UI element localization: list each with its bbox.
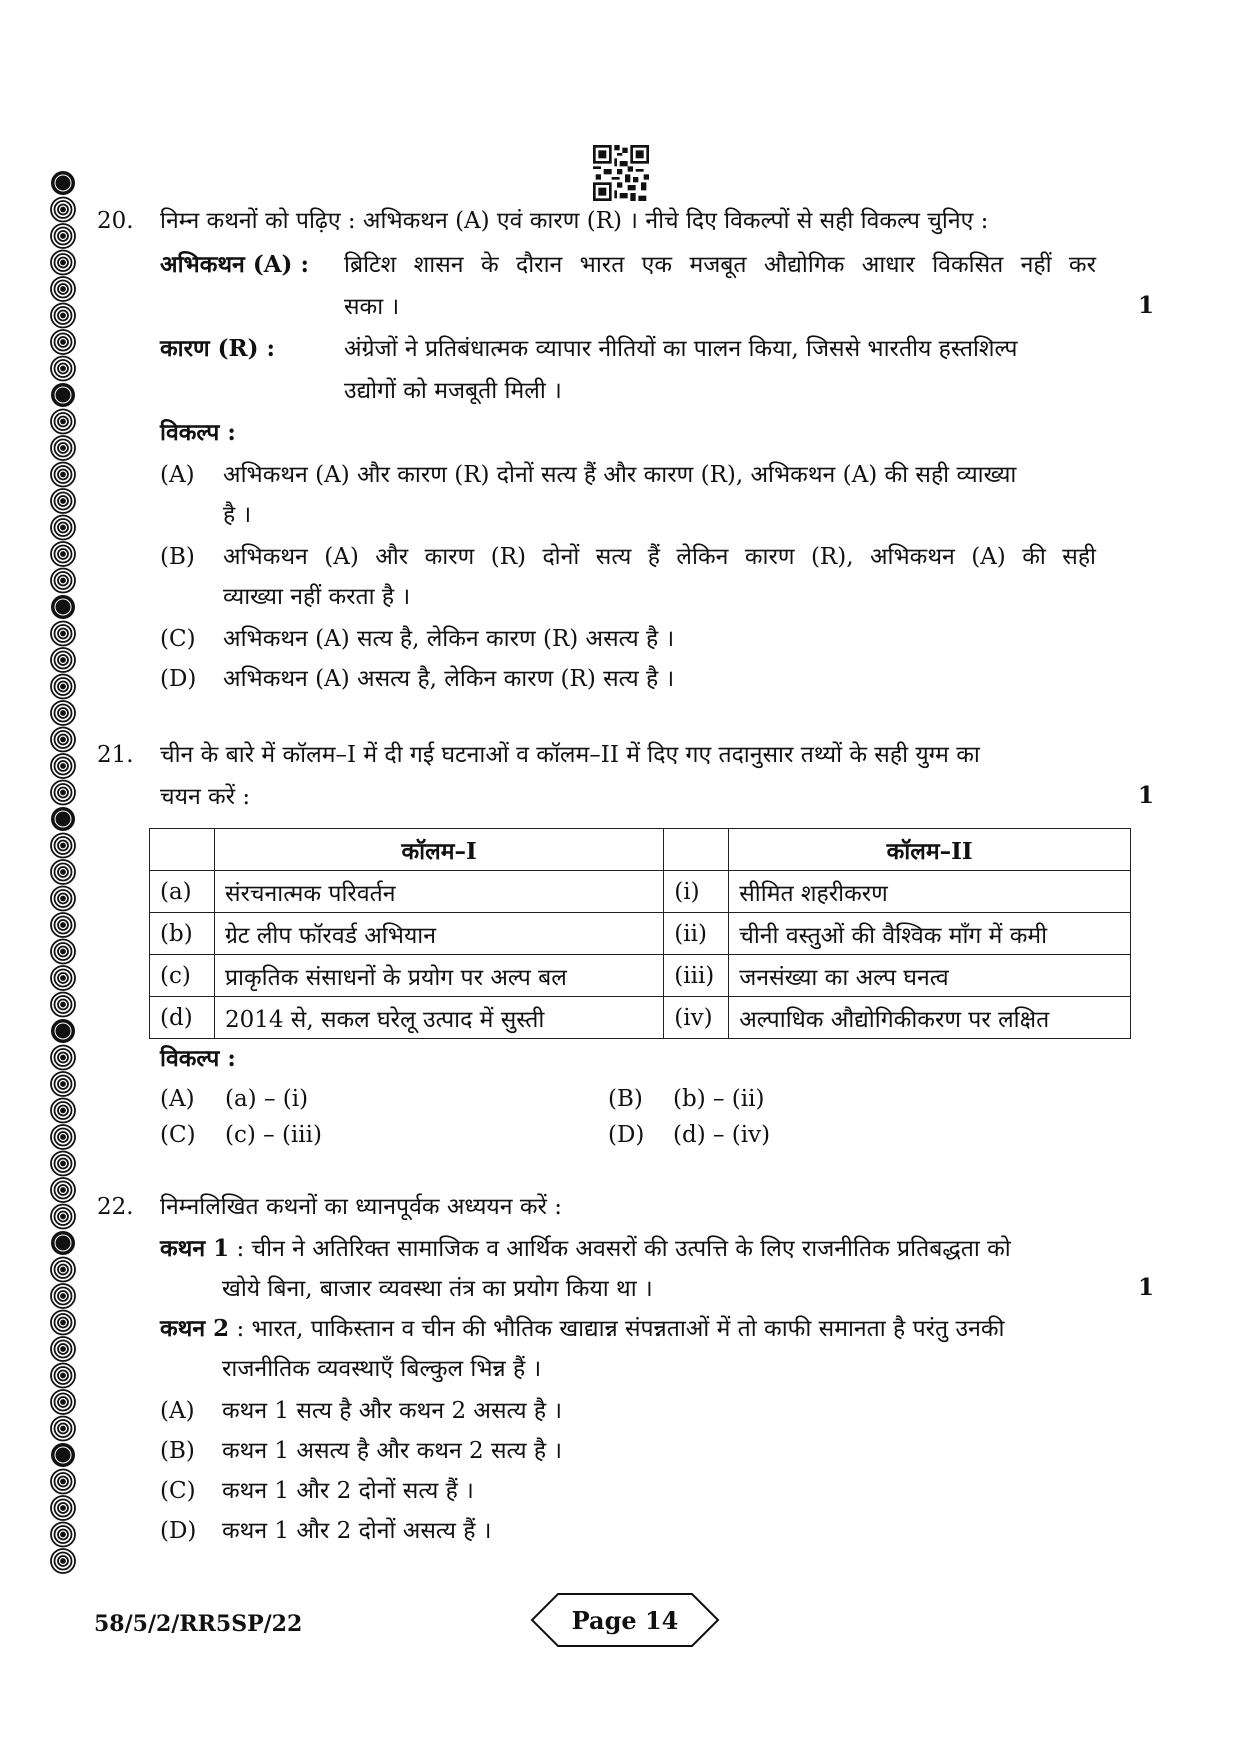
margin-ring	[51, 648, 75, 672]
row-fact: अल्पाधिक औद्योगिकीकरण पर लक्षित	[729, 997, 1131, 1039]
q22-statement-2-line1	[160, 1314, 1004, 1344]
row-fact: जनसंख्या का अल्प घनत्व	[729, 955, 1131, 997]
margin-dot-filled	[51, 1231, 75, 1255]
q20-option-b-line2: व्याख्या नहीं करता है ।	[223, 584, 411, 610]
margin-dot-filled	[51, 1019, 75, 1043]
margin-ring	[51, 1390, 75, 1414]
margin-ring	[51, 224, 75, 248]
q20-option-key: (C)	[160, 626, 196, 652]
q22-option-key: (C)	[160, 1478, 196, 1504]
q22-option-key: (A)	[160, 1398, 195, 1424]
row-event: संरचनात्मक परिवर्तन	[214, 871, 663, 913]
margin-ring	[51, 1496, 75, 1520]
margin-dot-filled	[51, 1443, 75, 1467]
row-key: (a)	[150, 871, 215, 913]
row-key: (c)	[150, 955, 215, 997]
q22-option-key: (B)	[160, 1438, 195, 1464]
row-event: 2014 से, सकल घरेलू उत्पाद में सुस्ती	[214, 997, 663, 1039]
q20-marks: 1	[1138, 292, 1155, 319]
q21-number: 21.	[97, 742, 134, 768]
margin-ring	[51, 357, 75, 381]
q22-statement-2-label: कथन 2	[160, 1315, 230, 1342]
table-row	[150, 955, 1131, 997]
q20-option-c: अभिकथन (A) सत्य है, लेकिन कारण (R) असत्य है ।	[223, 626, 675, 652]
row-key: (i)	[664, 871, 729, 913]
q22-marks: 1	[1138, 1274, 1155, 1301]
margin-ring	[51, 1523, 75, 1547]
q21-option-key: (D)	[608, 1122, 645, 1148]
table-header-row	[150, 829, 1131, 871]
margin-ring	[51, 1125, 75, 1149]
margin-ring	[51, 1311, 75, 1335]
margin-ring	[51, 1178, 75, 1202]
row-key: (ii)	[664, 913, 729, 955]
margin-ring	[51, 1099, 75, 1123]
row-fact: सीमित शहरीकरण	[729, 871, 1131, 913]
margin-ring	[51, 489, 75, 513]
q21-option-b: (b) – (ii)	[673, 1086, 765, 1112]
table-cell	[664, 829, 729, 871]
margin-ring	[51, 675, 75, 699]
q21-marks: 1	[1138, 782, 1155, 809]
q22-statement-2-line2: राजनीतिक व्यवस्थाएँ बिल्कुल भिन्न हैं ।	[222, 1356, 542, 1382]
q21-option-c: (c) – (iii)	[225, 1122, 322, 1148]
q20-prompt: निम्न कथनों को पढ़िए : अभिकथन (A) एवं कारण (R) । नीचे दिए विकल्पों से सही विकल्प चुनिए :	[160, 208, 989, 234]
q20-options-label: विकल्प :	[160, 419, 236, 446]
margin-ring	[51, 622, 75, 646]
row-key: (iv)	[664, 997, 729, 1039]
q20-assertion-line2: सका ।	[344, 294, 400, 320]
row-fact: चीनी वस्तुओं की वैश्विक माँग में कमी	[729, 913, 1131, 955]
margin-ring	[51, 887, 75, 911]
paper-code: 58/5/2/RR5SP/22	[94, 1611, 303, 1637]
margin-dot-filled	[51, 383, 75, 407]
row-event: ग्रेट लीप फॉरवर्ड अभियान	[214, 913, 663, 955]
q22-option-b: कथन 1 असत्य है और कथन 2 सत्य है ।	[222, 1438, 563, 1464]
q22-statement-1-label: कथन 1	[160, 1235, 230, 1262]
q21-option-key: (A)	[160, 1086, 195, 1112]
column-1-header: कॉलम–I	[214, 829, 663, 871]
row-event: प्राकृतिक संसाधनों के प्रयोग पर अल्प बल	[214, 955, 663, 997]
margin-ring	[51, 834, 75, 858]
qr-code	[593, 145, 649, 201]
margin-dot-filled	[51, 807, 75, 831]
table-row	[150, 871, 1131, 913]
q22-statement-1-line1	[160, 1234, 1011, 1264]
q20-number: 20.	[97, 208, 134, 234]
q21-match-table	[149, 828, 1131, 1039]
q20-option-a-line2: है ।	[223, 502, 252, 528]
q21-option-a: (a) – (i)	[225, 1086, 309, 1112]
margin-ring	[51, 1072, 75, 1096]
row-key: (iii)	[664, 955, 729, 997]
q20-reason-line1: अंग्रेजों ने प्रतिबंधात्मक व्यापार नीतियों का पालन किया, जिससे भारतीय हस्तशिल्प	[344, 336, 1018, 362]
margin-ring	[51, 1417, 75, 1441]
margin-ring	[51, 1284, 75, 1308]
margin-ring	[51, 1152, 75, 1176]
q22-statement-2-text: : भारत, पाकिस्तान व चीन की भौतिक खाद्यान्न संपन्नताओं में तो काफी समानता है परंतु उनकी	[229, 1316, 1005, 1342]
margin-ring	[51, 198, 75, 222]
margin-ring	[51, 1205, 75, 1229]
margin-ring	[51, 542, 75, 566]
q20-reason-line2: उद्योगों को मजबूती मिली ।	[344, 378, 562, 404]
q21-option-key: (C)	[160, 1122, 196, 1148]
margin-ring	[51, 1470, 75, 1494]
margin-ring	[51, 966, 75, 990]
table-row	[150, 997, 1131, 1039]
q22-option-c: कथन 1 और 2 दोनों सत्य हैं ।	[222, 1478, 474, 1504]
margin-ring	[51, 940, 75, 964]
q21-option-d: (d) – (iv)	[673, 1122, 771, 1148]
q20-option-key: (D)	[160, 666, 197, 692]
margin-ring	[51, 1364, 75, 1388]
q20-assertion-line1: ब्रिटिश शासन के दौरान भारत एक मजबूत औद्योगिक आधार विकसित नहीं कर	[344, 252, 1096, 278]
margin-ring	[51, 781, 75, 805]
margin-ring	[51, 436, 75, 460]
margin-dot-filled	[51, 595, 75, 619]
q22-option-a: कथन 1 सत्य है और कथन 2 असत्य है ।	[222, 1398, 563, 1424]
table-row	[150, 913, 1131, 955]
q20-assertion-label: अभिकथन (A) :	[160, 251, 309, 278]
q20-option-b-line1: अभिकथन (A) और कारण (R) दोनों सत्य हैं लेकिन कारण (R), अभिकथन (A) की सही	[223, 544, 1096, 570]
margin-ring	[51, 993, 75, 1017]
margin-ring	[51, 304, 75, 328]
q22-number: 22.	[97, 1194, 134, 1220]
page-number: Page 14	[571, 1606, 679, 1635]
margin-ring	[51, 728, 75, 752]
margin-ring	[51, 516, 75, 540]
margin-ring	[51, 754, 75, 778]
q20-option-key: (B)	[160, 544, 195, 570]
margin-ring	[51, 913, 75, 937]
q22-statement-1-line2: खोये बिना, बाजार व्यवस्था तंत्र का प्रयोग किया था ।	[222, 1276, 653, 1302]
margin-ring	[51, 569, 75, 593]
margin-ring	[51, 860, 75, 884]
table-cell	[150, 829, 215, 871]
margin-binding-marks	[46, 170, 80, 1590]
q22-option-key: (D)	[160, 1518, 197, 1544]
row-key: (b)	[150, 913, 215, 955]
q21-prompt-line2: चयन करें :	[160, 784, 251, 810]
q21-option-key: (B)	[608, 1086, 643, 1112]
column-2-header: कॉलम–II	[729, 829, 1131, 871]
q21-prompt-line1: चीन के बारे में कॉलम–I में दी गई घटनाओं व कॉलम–II में दिए गए तदानुसार तथ्यों के सही युग्म का	[160, 742, 980, 768]
q20-reason-label: कारण (R) :	[160, 335, 276, 362]
q21-options-label: विकल्प :	[160, 1045, 236, 1072]
margin-ring	[51, 1258, 75, 1282]
margin-ring	[51, 701, 75, 725]
q22-prompt: निम्नलिखित कथनों का ध्यानपूर्वक अध्ययन करें :	[160, 1194, 562, 1220]
q20-option-d: अभिकथन (A) असत्य है, लेकिन कारण (R) सत्य है ।	[223, 666, 675, 692]
margin-ring	[51, 410, 75, 434]
row-key: (d)	[150, 997, 215, 1039]
q22-statement-1-text: : चीन ने अतिरिक्त सामाजिक व आर्थिक अवसरों की उत्पत्ति के लिए राजनीतिक प्रतिबद्धता को	[229, 1236, 1011, 1262]
margin-ring	[51, 463, 75, 487]
margin-ring	[51, 277, 75, 301]
margin-dot-filled	[51, 171, 75, 195]
q20-option-a-line1: अभिकथन (A) और कारण (R) दोनों सत्य हैं और कारण (R), अभिकथन (A) की सही व्याख्या	[223, 462, 1017, 488]
margin-ring	[51, 1337, 75, 1361]
margin-ring	[51, 1549, 75, 1573]
margin-ring	[51, 251, 75, 275]
margin-ring	[51, 330, 75, 354]
q20-option-key: (A)	[160, 462, 195, 488]
margin-ring	[51, 1046, 75, 1070]
q22-option-d: कथन 1 और 2 दोनों असत्य हैं ।	[222, 1518, 492, 1544]
